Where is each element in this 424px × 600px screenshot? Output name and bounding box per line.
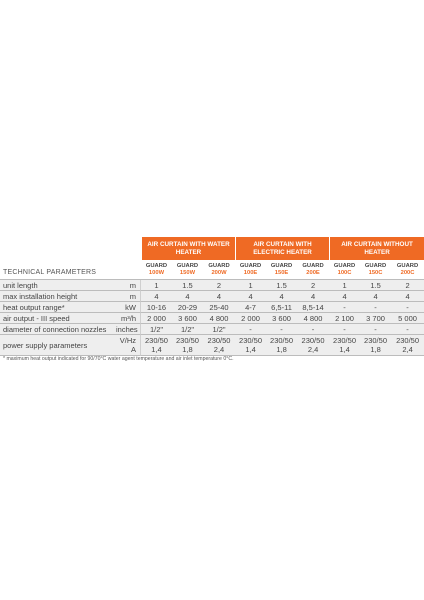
- value-cell: [297, 280, 329, 291]
- value-line: 20-29: [177, 302, 198, 312]
- model-header: [203, 260, 235, 280]
- value-cell: [266, 302, 297, 313]
- value-line: 2: [216, 280, 222, 290]
- value-cell: [141, 313, 172, 324]
- value-line: 4: [248, 291, 253, 301]
- value-line: 4 800: [209, 313, 229, 323]
- value-line: 2,4: [307, 345, 319, 354]
- value-line: 2,4: [402, 345, 413, 354]
- model-code: 100C: [337, 269, 352, 276]
- model-code: 200C: [400, 269, 415, 276]
- value-line: 1.5: [276, 280, 287, 290]
- value-cell: [391, 302, 424, 313]
- value-line: 230/50: [333, 336, 356, 345]
- value-cell: [360, 291, 391, 302]
- value-cell: [141, 280, 172, 291]
- technical-parameters-table: [0, 237, 424, 356]
- value-line: 3 600: [272, 313, 291, 323]
- value-line: 2: [405, 280, 410, 290]
- value-line: 4: [154, 291, 159, 301]
- table-row: [0, 291, 424, 302]
- group-header-no-heater: AIR CURTAIN WITHOUT HEATER: [329, 237, 424, 260]
- value-cell: [172, 291, 203, 302]
- model-header: [297, 260, 329, 280]
- model-name: GUARD: [302, 262, 324, 269]
- model-header: [360, 260, 391, 280]
- value-line: 1,4: [245, 345, 256, 354]
- value-cell: [203, 335, 235, 356]
- value-cell: [297, 335, 329, 356]
- table-row: [0, 280, 424, 291]
- model-header: [141, 260, 172, 280]
- table-row: [0, 302, 424, 313]
- value-line: 8,5-14: [302, 302, 324, 312]
- footnote: * maximum heat output indicated for 90/70°C water agent temperature and air inlet temperature 0°C.: [3, 356, 234, 362]
- value-line: 4 800: [303, 313, 323, 323]
- value-line: 25-40: [209, 302, 229, 312]
- value-line: 230/50: [364, 336, 387, 345]
- value-line: -: [406, 302, 409, 312]
- value-line: 230/50: [301, 336, 325, 345]
- parameter-label: air output - III speed: [0, 313, 114, 324]
- value-cell: [329, 313, 360, 324]
- value-cell: [172, 324, 203, 335]
- value-line: 230/50: [270, 336, 293, 345]
- value-line: 1: [248, 280, 253, 290]
- model-code: 150E: [274, 269, 289, 276]
- model-header-row: [0, 260, 424, 280]
- value-cell: [141, 335, 172, 356]
- value-cell: [297, 324, 329, 335]
- value-cell: [235, 302, 266, 313]
- value-line: 2 000: [147, 313, 166, 323]
- model-name: GUARD: [239, 262, 262, 269]
- model-header: [391, 260, 424, 280]
- value-line: 1: [154, 280, 159, 290]
- value-line: 4: [342, 291, 347, 301]
- table-row: [0, 324, 424, 335]
- value-line: 1,8: [182, 345, 193, 354]
- group-header-water: AIR CURTAIN WITH WATER HEATER: [141, 237, 235, 260]
- unit-label: m: [114, 280, 141, 291]
- value-line: 4: [216, 291, 222, 301]
- model-name: GUARD: [333, 262, 356, 269]
- model-code: 100E: [243, 269, 258, 276]
- value-line: 3 700: [366, 313, 385, 323]
- value-line: 2 100: [335, 313, 354, 323]
- value-line: -: [406, 324, 409, 334]
- value-line: 230/50: [176, 336, 199, 345]
- value-cell: [235, 280, 266, 291]
- value-cell: [203, 302, 235, 313]
- value-line: 6,5-11: [271, 302, 292, 312]
- parameter-label: unit length: [0, 280, 114, 291]
- value-cell: [360, 313, 391, 324]
- value-cell: [329, 291, 360, 302]
- group-header-electric: AIR CURTAIN WITH ELECTRIC HEATER: [235, 237, 329, 260]
- group-header-row: [0, 237, 424, 260]
- value-line: 230/50: [145, 336, 168, 345]
- parameter-label: diameter of connection nozzles: [0, 324, 114, 335]
- section-title: TECHNICAL PARAMETERS: [0, 260, 141, 280]
- value-line: 1,8: [370, 345, 381, 354]
- value-cell: [172, 313, 203, 324]
- model-code: 200E: [306, 269, 320, 276]
- parameter-label: heat output range*: [0, 302, 114, 313]
- value-cell: [329, 335, 360, 356]
- value-cell: [391, 335, 424, 356]
- unit-label: m³/h: [114, 313, 141, 324]
- value-line: 1.5: [182, 280, 193, 290]
- value-cell: [266, 324, 297, 335]
- value-line: 4-7: [245, 302, 256, 312]
- value-line: -: [374, 324, 377, 334]
- model-name: GUARD: [176, 262, 199, 269]
- value-cell: [297, 313, 329, 324]
- value-line: 2 000: [241, 313, 260, 323]
- table-row: [0, 313, 424, 324]
- value-cell: [360, 302, 391, 313]
- value-line: 1/2": [180, 324, 195, 334]
- value-line: 4: [310, 291, 316, 301]
- value-cell: [172, 302, 203, 313]
- value-line: 10-16: [146, 302, 167, 312]
- value-cell: [391, 291, 424, 302]
- value-cell: [235, 335, 266, 356]
- value-line: 1,8: [276, 345, 287, 354]
- value-line: 2,4: [213, 345, 225, 354]
- value-cell: [360, 335, 391, 356]
- value-line: -: [343, 302, 346, 312]
- value-line: 4: [373, 291, 378, 301]
- value-line: 1.5: [370, 280, 381, 290]
- unit-label: m: [114, 291, 141, 302]
- value-cell: [266, 280, 297, 291]
- value-cell: [297, 291, 329, 302]
- value-cell: [172, 335, 203, 356]
- value-line: -: [374, 302, 377, 312]
- value-cell: [266, 335, 297, 356]
- model-name: GUARD: [145, 262, 168, 269]
- model-name: GUARD: [208, 262, 230, 269]
- value-line: 4: [279, 291, 284, 301]
- value-cell: [235, 324, 266, 335]
- value-cell: [141, 302, 172, 313]
- value-cell: [172, 280, 203, 291]
- value-cell: [391, 313, 424, 324]
- parameter-label: max installation height: [0, 291, 114, 302]
- value-cell: [141, 324, 172, 335]
- value-cell: [360, 324, 391, 335]
- model-header: [329, 260, 360, 280]
- value-line: 1,4: [339, 345, 350, 354]
- value-cell: [266, 313, 297, 324]
- value-line: -: [280, 324, 283, 334]
- parameter-label: power supply parameters: [0, 335, 114, 356]
- value-line: 230/50: [207, 336, 231, 345]
- value-cell: [203, 280, 235, 291]
- value-line: 1/2": [149, 324, 164, 334]
- unit-label: V/Hz A: [114, 335, 141, 356]
- value-line: 5 000: [398, 313, 417, 323]
- value-line: 230/50: [396, 336, 420, 345]
- model-name: GUARD: [396, 262, 419, 269]
- table-row: [0, 335, 424, 356]
- model-code: 150W: [179, 269, 196, 276]
- unit-label: inches: [114, 324, 141, 335]
- value-line: -: [311, 324, 315, 334]
- value-cell: [297, 302, 329, 313]
- value-cell: [203, 291, 235, 302]
- model-code: 150C: [368, 269, 383, 276]
- model-code: 200W: [211, 269, 227, 276]
- value-cell: [266, 291, 297, 302]
- value-cell: [329, 280, 360, 291]
- value-line: 4: [405, 291, 410, 301]
- value-cell: [203, 324, 235, 335]
- model-code: 100W: [148, 269, 165, 276]
- model-name: GUARD: [270, 262, 293, 269]
- model-header: [266, 260, 297, 280]
- value-cell: [141, 291, 172, 302]
- value-line: 4: [185, 291, 190, 301]
- value-cell: [360, 280, 391, 291]
- value-line: 1: [342, 280, 347, 290]
- value-line: 3 600: [178, 313, 197, 323]
- model-name: GUARD: [364, 262, 387, 269]
- value-cell: [329, 324, 360, 335]
- value-line: -: [249, 324, 252, 334]
- model-header: [235, 260, 266, 280]
- value-cell: [329, 302, 360, 313]
- value-line: 2: [310, 280, 316, 290]
- value-cell: [391, 280, 424, 291]
- model-header: [172, 260, 203, 280]
- value-cell: [391, 324, 424, 335]
- value-line: 230/50: [239, 336, 262, 345]
- value-cell: [235, 291, 266, 302]
- value-cell: [235, 313, 266, 324]
- value-line: 1/2": [212, 324, 226, 334]
- value-cell: [203, 313, 235, 324]
- value-line: 1,4: [151, 345, 162, 354]
- value-line: -: [343, 324, 346, 334]
- unit-label: kW: [114, 302, 141, 313]
